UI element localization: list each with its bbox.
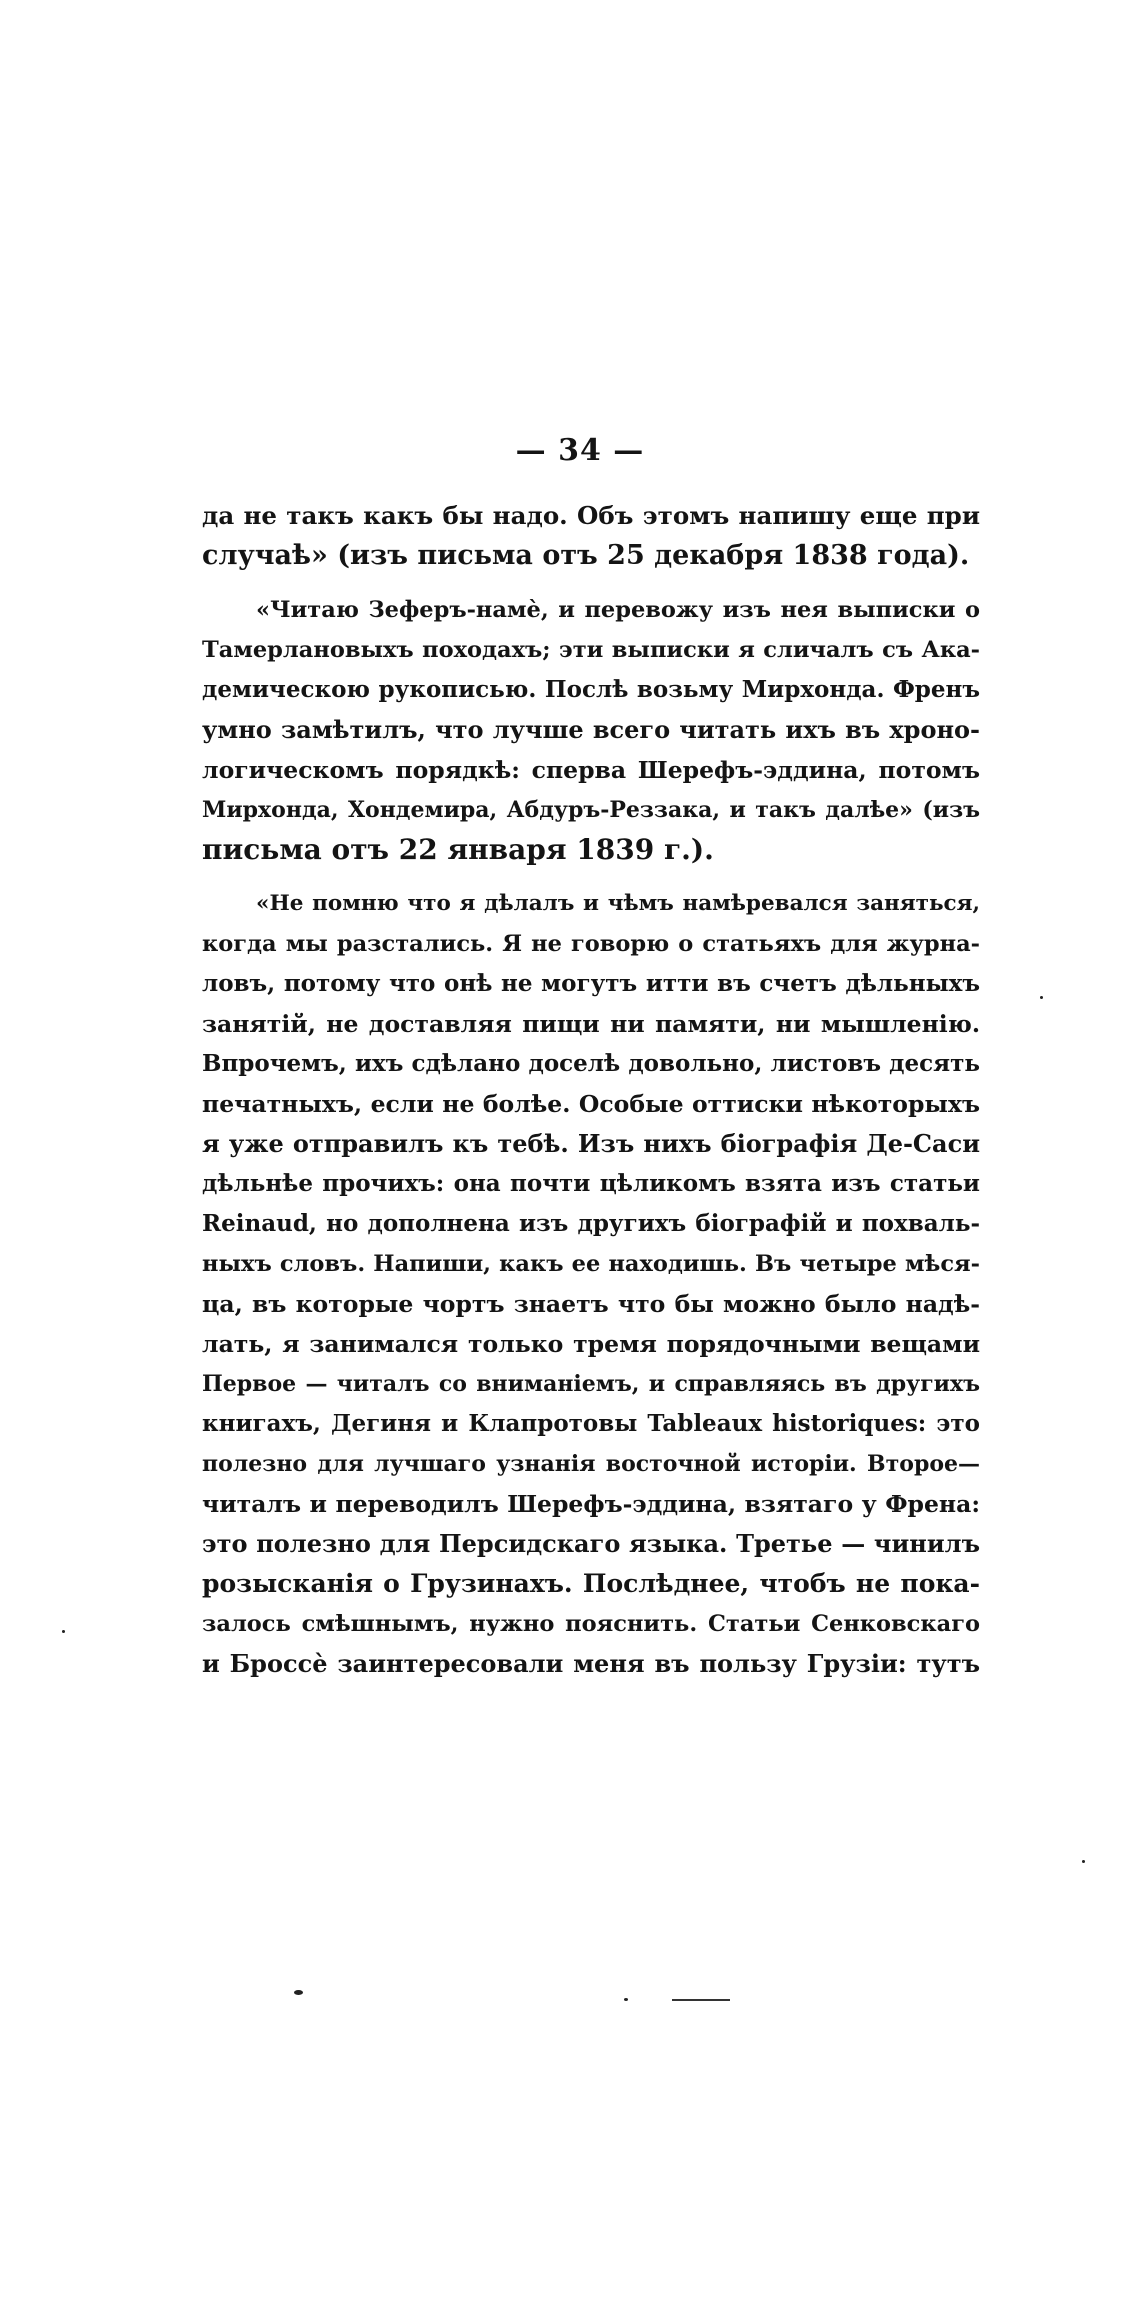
text-line: полезно для лучшаго узнанія восточной исторіи. Второе—	[202, 1451, 980, 1477]
paragraph	[202, 590, 980, 870]
text-line: занятій, не доставляя пищи ни памяти, ни мышленію.	[202, 1010, 980, 1038]
page-number: — 34 —	[515, 433, 645, 468]
text-line: «Не помню что я дѣлалъ и чѣмъ намѣревался заняться,	[256, 891, 980, 916]
text-line: это полезно для Персидскаго языка. Третье — чинилъ	[202, 1529, 980, 1558]
scan-speck	[624, 1998, 628, 2001]
text-line: залось смѣшнымъ, нужно пояснить. Статьи Сенковскаго	[202, 1611, 980, 1637]
text-line: ловъ, потому что онѣ не могутъ итти въ счетъ дѣльныхъ	[202, 970, 980, 997]
scan-speck	[1082, 1860, 1085, 1863]
text-line: дѣльнѣе прочихъ: она почти цѣликомъ взята изъ статьи	[202, 1170, 980, 1197]
body-text	[202, 496, 980, 1684]
text-line: Первое — читалъ со вниманіемъ, и справляясь въ другихъ	[202, 1371, 980, 1397]
text-line: печатныхъ, если не болѣе. Особые оттиски нѣкоторыхъ	[202, 1090, 980, 1118]
text-line: когда мы разстались. Я не говорю о статьяхъ для журна-	[202, 931, 980, 957]
text-line: демическою рукописью. Послѣ возьму Мирхонда. Френъ	[202, 676, 980, 703]
text-line: Впрочемъ, ихъ сдѣлано доселѣ довольно, листовъ десять	[202, 1050, 980, 1077]
scan-speck	[62, 1630, 65, 1633]
text-line: Тамерлановыхъ походахъ; эти выписки я сличалъ съ Ака-	[202, 637, 980, 663]
text-line: розысканія о Грузинахъ. Послѣднее, чтобъ не пока-	[202, 1569, 980, 1598]
text-line: логическомъ порядкѣ: сперва Шерефъ-эддина, потомъ	[202, 756, 980, 784]
scan-speck	[294, 1990, 303, 1995]
text-line: книгахъ, Дегиня и Клапротовы Tableaux historiques: это	[202, 1410, 980, 1437]
text-line: я уже отправилъ къ тебѣ. Изъ нихъ біографія Де-Саси	[202, 1129, 980, 1158]
text-line: Мирхонда, Хондемира, Абдуръ-Реззака, и такъ далѣе» (изъ	[202, 797, 980, 823]
text-line: умно замѣтилъ, что лучше всего читать ихъ въ хроно-	[202, 715, 980, 744]
text-line: «Читаю Зеферъ-намѐ, и перевожу изъ нея выписки о	[256, 597, 980, 623]
text-line: письма отъ 22 января 1839 г.).	[202, 833, 714, 866]
text-line: лать, я занимался только тремя порядочными вещами	[202, 1330, 980, 1358]
scan-line-mark	[672, 1999, 730, 2001]
text-line: да не такъ какъ бы надо. Объ этомъ напишу еще при	[202, 501, 980, 530]
text-line: ныхъ словъ. Напиши, какъ ее находишь. Въ четыре мѣся-	[202, 1251, 980, 1277]
scan-speck	[1040, 996, 1043, 999]
text-line: случаѣ» (изъ письма отъ 25 декабря 1838 года).	[202, 540, 970, 571]
paragraph	[202, 496, 980, 576]
text-line: Reinaud, но дополнена изъ другихъ біографій и похваль-	[202, 1210, 980, 1237]
text-line: ца, въ которые чортъ знаетъ что бы можно было надѣ-	[202, 1290, 980, 1318]
text-line: читалъ и переводилъ Шерефъ-эддина, взятаго у Френа:	[202, 1490, 980, 1518]
text-line: и Броссѐ заинтересовали меня въ пользу Грузіи: тутъ	[202, 1649, 980, 1678]
paragraph	[202, 884, 980, 1684]
